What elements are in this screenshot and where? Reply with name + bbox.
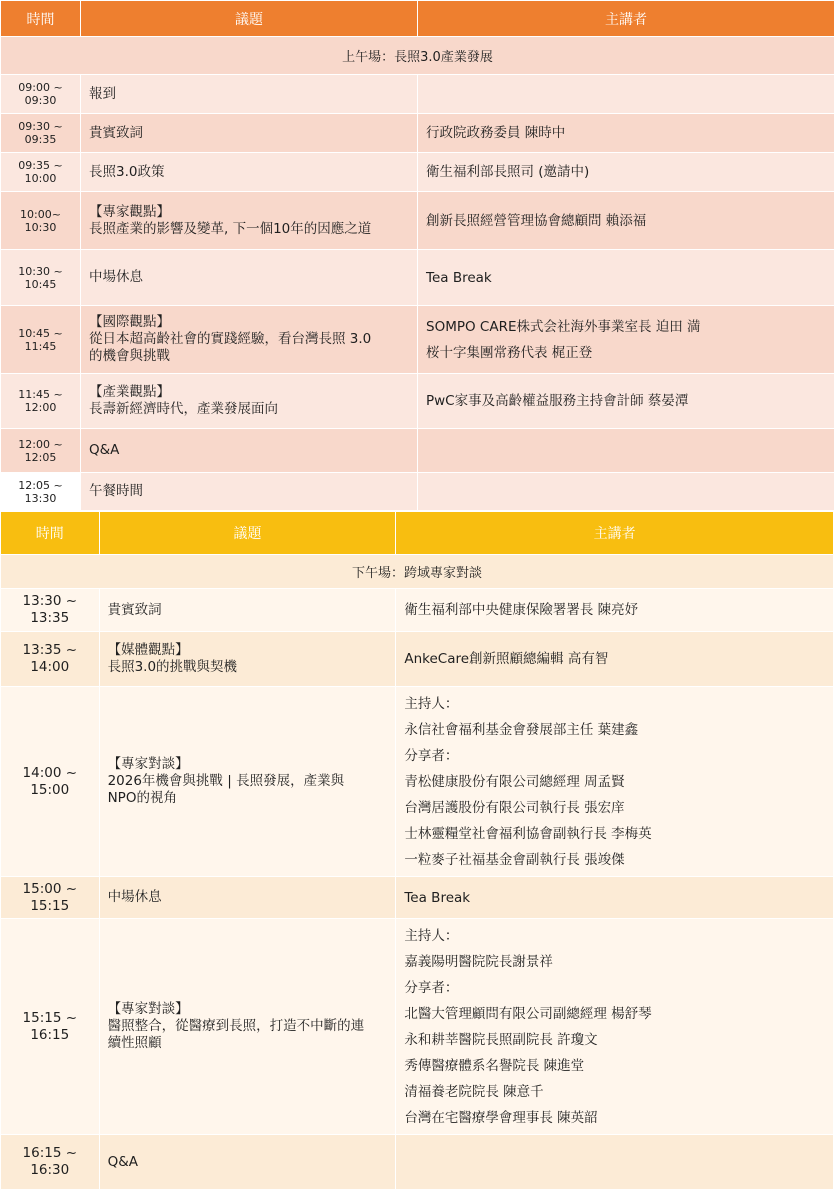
topic-cell [81,153,417,191]
speaker-cell [396,919,833,1134]
time-line: 15:00 [30,781,70,798]
morning-section-row [1,37,834,74]
time-cell [1,877,99,918]
speaker-cell [396,877,833,918]
time-cell: 11:45 ~ 12:00 [1,374,80,428]
time-line: 14:00 [30,659,70,675]
speaker-line: 嘉義陽明醫院院長謝景祥 [404,953,553,970]
topic-line: 2026年機會與挑戰 | 長照發展，產業與 [107,773,345,789]
header-time: 時間 [1,512,99,554]
speaker-cell [396,632,833,686]
time-cell: 12:00 ~ 12:05 [1,429,80,472]
speaker-cell [418,114,834,152]
speaker-cell [418,473,834,510]
topic-line: 中場休息 [89,269,143,285]
time-line: 13:35 ~ [22,642,78,658]
speaker-line: 台灣在宅醫療學會理事長 陳英韶 [404,1109,598,1126]
speaker-line: 分享者： [404,979,459,996]
speaker-line: Tea Break [404,889,471,906]
speaker-cell [418,250,834,305]
topic-line: Q&A [89,442,120,458]
header-speaker: 主講者 [418,1,834,36]
header-topic: 議題 [81,1,417,36]
topic-cell [100,919,396,1134]
time-cell [1,1135,99,1189]
table-row [1,473,834,510]
topic-cell [81,192,417,249]
speaker-cell [396,1135,833,1189]
speaker-line: 主持人： [404,695,459,712]
table-row [1,306,834,373]
speaker-cell [418,75,834,113]
table-row [1,153,834,191]
afternoon-table [0,511,834,1190]
time-cell: 09:35 ~ 10:00 [1,153,80,191]
topic-cell [81,250,417,305]
time-line: 15:15 ~ [22,1009,78,1026]
speaker-line: AnkeCare創新照顧總編輯 高有智 [404,651,609,667]
speaker-cell [396,589,833,631]
afternoon-section-title: 下午場：跨域專家對談 [1,555,833,588]
table-row [1,250,834,305]
time-line: 15:00 ~ [22,880,78,897]
topic-line: Q&A [107,1153,138,1170]
topic-line: 長壽新經濟時代，產業發展面向 [89,401,278,417]
speaker-cell [418,429,834,472]
topic-line: 的機會與挑戰 [89,348,170,364]
topic-line: 【專家對談】 [107,756,189,772]
topic-line: 貴賓致詞 [107,601,162,618]
header-time: 時間 [1,1,80,36]
time-cell [1,589,99,631]
topic-line: 【媒體觀點】 [107,642,189,658]
table-row [1,589,833,631]
speaker-cell [396,687,833,876]
topic-cell [81,114,417,152]
speaker-line: 桜十字集團常務代表 梶正登 [426,344,593,361]
header-topic: 議題 [100,512,396,554]
topic-cell [81,473,417,510]
topic-line: 長照3.0的挑戰與契機 [107,659,238,675]
time-cell [1,919,99,1134]
topic-cell [100,632,396,686]
time-cell: 09:30 ~ 09:35 [1,114,80,152]
topic-line: 貴賓致詞 [89,124,143,141]
speaker-line: 青松健康股份有限公司總經理 周孟賢 [404,773,625,790]
speaker-line: 秀傳醫療體系名譽院長 陳進堂 [404,1057,585,1074]
time-line: 15:15 [30,897,70,914]
table-row [1,114,834,152]
topic-cell [100,1135,396,1189]
table-row [1,429,834,472]
time-cell: 10:45 ~ 11:45 [1,306,80,373]
topic-line: 報到 [89,85,116,102]
topic-line: 從日本超高齡社會的實踐經驗，看台灣長照 3.0 [89,331,372,347]
speaker-cell [418,153,834,191]
time-cell [1,632,99,686]
speaker-line: Tea Break [426,269,492,286]
time-cell: 10:30 ~ 10:45 [1,250,80,305]
afternoon-header-row [1,512,833,554]
speaker-line: 主持人： [404,927,459,944]
time-line: 16:30 [30,1162,70,1178]
table-row [1,919,833,1134]
topic-line: 長照3.0政策 [89,163,165,180]
time-cell [1,687,99,876]
topic-line: 【產業觀點】 [89,384,170,400]
table-row [1,1135,833,1189]
topic-line: 【專家對談】 [107,1001,189,1017]
topic-line: 長照產業的影響及變革, 下一個10年的因應之道 [89,220,372,237]
speaker-line: 衛生福利部長照司 (邀請中) [426,164,590,180]
speaker-line: PwC家事及高齡權益服務主持會計師 蔡晏潭 [426,393,689,409]
table-row [1,192,834,249]
speaker-line: 北醫大管理顧問有限公司副總經理 楊舒琴 [404,1005,652,1022]
topic-line: 【專家觀點】 [89,203,170,220]
speaker-line: 永和耕莘醫院長照副院長 許瓊文 [404,1031,598,1048]
speaker-line: 衛生福利部中央健康保險署署長 陳亮妤 [404,602,639,618]
morning-header-row [1,1,834,36]
topic-cell [100,877,396,918]
table-row [1,632,833,686]
speaker-cell [418,306,834,373]
speaker-line: 永信社會福利基金會發展部主任 葉建鑫 [404,721,639,738]
morning-table [0,0,834,511]
topic-cell [81,306,417,373]
table-row [1,687,833,876]
topic-cell [81,374,417,428]
topic-line: 【國際觀點】 [89,314,170,330]
speaker-cell [418,374,834,428]
time-line: 13:35 [30,610,70,626]
time-cell: 12:05 ~ 13:30 [1,473,80,510]
table-row [1,374,834,428]
time-line: 16:15 ~ [22,1145,78,1161]
topic-cell [81,75,417,113]
speaker-line: 創新長照經營管理協會總顧問 賴添福 [426,212,647,229]
speaker-line: 一粒麥子社福基金會副執行長 張竣傑 [404,851,625,868]
time-cell: 10:00~ 10:30 [1,192,80,249]
morning-section-title: 上午場：長照3.0產業發展 [1,37,834,74]
topic-cell [100,687,396,876]
speaker-line: 清福養老院院長 陳意千 [404,1083,544,1100]
speaker-line: 士林靈糧堂社會福利協會副執行長 李梅英 [404,825,652,842]
topic-line: NPO的視角 [107,790,177,806]
time-cell: 09:00 ~ 09:30 [1,75,80,113]
topic-line: 午餐時間 [89,483,143,499]
topic-cell [81,429,417,472]
table-row [1,877,833,918]
speaker-cell [418,192,834,249]
topic-line: 中場休息 [107,889,162,905]
topic-line: 醫照整合，從醫療到長照，打造不中斷的連 [107,1018,365,1034]
speaker-line: 行政院政務委員 陳時中 [426,125,566,141]
time-line: 16:15 [30,1026,70,1043]
time-line: 14:00 ~ [22,764,78,781]
topic-line: 續性照顧 [107,1035,162,1051]
time-line: 13:30 ~ [22,593,78,609]
table-row [1,75,834,113]
afternoon-section-row [1,555,833,588]
speaker-line: 台灣居護股份有限公司執行長 張宏庠 [404,799,625,816]
topic-cell [100,589,396,631]
header-speaker: 主講者 [396,512,833,554]
speaker-line: 分享者： [404,747,459,764]
speaker-line: SOMPO CARE株式会社海外事業室長 迫田 満 [426,318,701,335]
